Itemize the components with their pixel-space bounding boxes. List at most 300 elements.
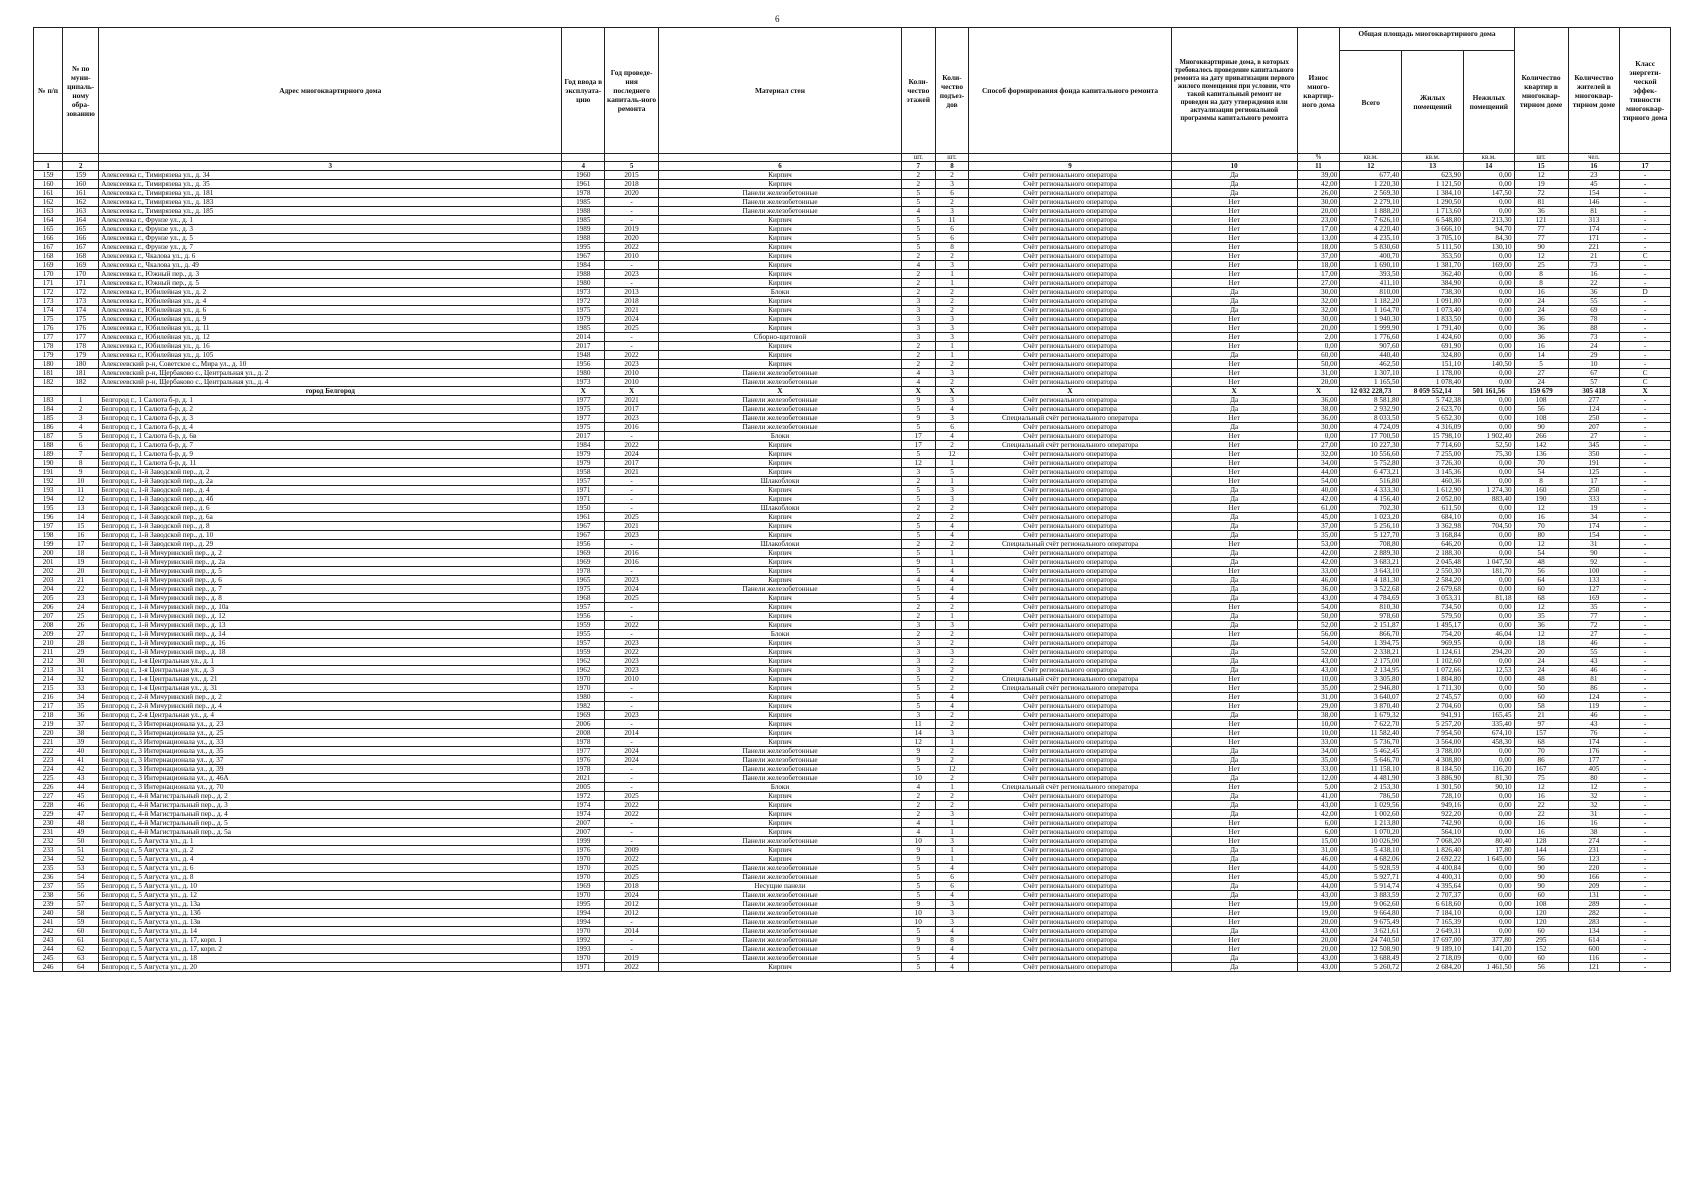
- cell-residents: 73: [1568, 261, 1620, 270]
- cell-area-total: 1 679,32: [1340, 711, 1402, 720]
- table-row: [34, 414, 1671, 423]
- cell-row-no: 245: [34, 954, 63, 963]
- cell-wall-material: Кирпич: [659, 351, 902, 360]
- cell-area-nonliving: 0,00: [1463, 477, 1514, 486]
- cell-municipal-no: 64: [63, 963, 99, 972]
- cell-area-living: 738,30: [1402, 288, 1464, 297]
- cell-area-living: 3 362,98: [1402, 522, 1464, 531]
- cell-year-built: 1980: [562, 279, 605, 288]
- cell-residents: 169: [1568, 594, 1620, 603]
- cell-area-total: 516,80: [1340, 477, 1402, 486]
- cell-year-repair: 2024: [605, 756, 659, 765]
- cell-area-living: 611,50: [1402, 504, 1464, 513]
- cell-entrances: 4: [935, 693, 969, 702]
- cell-row-no: 186: [34, 423, 63, 432]
- cell-energy-class: -: [1620, 702, 1671, 711]
- cell-entrances: 3: [935, 729, 969, 738]
- cell-area-nonliving: 1 047,50: [1463, 558, 1514, 567]
- table-row: [34, 477, 1671, 486]
- cell-residents: 55: [1568, 297, 1620, 306]
- cell-energy-class: -: [1620, 801, 1671, 810]
- cell-row-no: 212: [34, 657, 63, 666]
- cell-address: Белгород г., 1-й Заводской пер., д. 4: [99, 486, 562, 495]
- cell-municipal-no: 172: [63, 288, 99, 297]
- cell-residents: 69: [1568, 306, 1620, 315]
- cell-residents: 209: [1568, 882, 1620, 891]
- cell-entrances: 2: [935, 639, 969, 648]
- cell-year-repair: 2022: [605, 351, 659, 360]
- cell-row-no: 167: [34, 243, 63, 252]
- cell-year-repair: -: [605, 432, 659, 441]
- cell-residents: 100: [1568, 567, 1620, 576]
- cell-apartments: 77: [1514, 225, 1568, 234]
- cell-entrances: 2: [935, 657, 969, 666]
- cell-wall-material: Кирпич: [659, 567, 902, 576]
- cell-wall-material: Панели железобетонные: [659, 873, 902, 882]
- cell-address: Алексеевский р-н, Советское с., Мира ул., д. 10: [99, 360, 562, 369]
- cell-privatization: Нет: [1171, 279, 1297, 288]
- cell-floors: 5: [901, 873, 935, 882]
- cell-fund-method: Специальный счёт регионального оператора: [969, 684, 1171, 693]
- cell-area-living: 2 684,20: [1402, 963, 1464, 972]
- cell-wall-material: Кирпич: [659, 315, 902, 324]
- cell-year-repair: -: [605, 693, 659, 702]
- cell-area-total: 2 338,21: [1340, 648, 1402, 657]
- cell-area-total: 9 664,80: [1340, 909, 1402, 918]
- cell-fund-method: Счёт регионального оператора: [969, 918, 1171, 927]
- cell-municipal-no: 179: [63, 351, 99, 360]
- cell-year-built: 1967: [562, 252, 605, 261]
- cell-energy-class: -: [1620, 567, 1671, 576]
- cell-municipal-no: 57: [63, 900, 99, 909]
- cell-address: Белгород г., 4-й Магистральный пер., д. 5: [99, 819, 562, 828]
- header-year-repair: Год проведе-ния последнего капиталь-ного ремонта: [605, 28, 659, 154]
- cell-residents: 345: [1568, 441, 1620, 450]
- cell-wear: 43,00: [1297, 963, 1340, 972]
- cell-row-no: 230: [34, 819, 63, 828]
- column-number: 4: [562, 162, 605, 171]
- cell-year-repair: 2022: [605, 810, 659, 819]
- cell-wear: 42,00: [1297, 810, 1340, 819]
- cell-energy-class: -: [1620, 432, 1671, 441]
- cell-wall-material: Панели железобетонные: [659, 423, 902, 432]
- cell-year-built: 1979: [562, 315, 605, 324]
- cell-residents: 21: [1568, 252, 1620, 261]
- cell-privatization: Да: [1171, 576, 1297, 585]
- cell-fund-method: Счёт регионального оператора: [969, 360, 1171, 369]
- cell-entrances: 12: [935, 450, 969, 459]
- cell-residents: 333: [1568, 495, 1620, 504]
- cell-year-repair: 2020: [605, 234, 659, 243]
- cell-area-living: 4 400,31: [1402, 873, 1464, 882]
- cell-municipal-no: 46: [63, 801, 99, 810]
- cell-privatization: Нет: [1171, 243, 1297, 252]
- cell-privatization: Нет: [1171, 828, 1297, 837]
- cell-address: Белгород г., 4-й Магистральный пер., д. 2: [99, 792, 562, 801]
- cell-area-living: 3 705,10: [1402, 234, 1464, 243]
- cell-municipal-no: 16: [63, 531, 99, 540]
- cell-residents: 274: [1568, 837, 1620, 846]
- cell-residents: 121: [1568, 963, 1620, 972]
- cell-fund-method: Счёт регионального оператора: [969, 468, 1171, 477]
- cell-entrances: 3: [935, 369, 969, 378]
- cell-area-nonliving: 704,50: [1463, 522, 1514, 531]
- column-number: 8: [935, 162, 969, 171]
- cell-fund-method: Счёт регионального оператора: [969, 756, 1171, 765]
- cell-municipal-no: 18: [63, 549, 99, 558]
- table-row: [34, 378, 1671, 387]
- cell-fund-method: Счёт регионального оператора: [969, 342, 1171, 351]
- cell-apartments: 27: [1514, 369, 1568, 378]
- cell-privatization: Нет: [1171, 945, 1297, 954]
- cell-floors: 3: [901, 315, 935, 324]
- cell-privatization: Нет: [1171, 630, 1297, 639]
- cell-wear: 37,00: [1297, 252, 1340, 261]
- cell-area-nonliving: 94,70: [1463, 225, 1514, 234]
- cell-area-nonliving: 883,40: [1463, 495, 1514, 504]
- cell-address: Алексеевка г., Тимирязева ул., д. 185: [99, 207, 562, 216]
- cell-year-repair: -: [605, 837, 659, 846]
- cell-entrances: 2: [935, 711, 969, 720]
- cell-area-living: 1 091,80: [1402, 297, 1464, 306]
- cell-entrances: 6: [935, 225, 969, 234]
- cell-entrances: 6: [935, 873, 969, 882]
- cell-wall-material: Кирпич: [659, 603, 902, 612]
- cell-privatization: Нет: [1171, 252, 1297, 261]
- cell-entrances: 3: [935, 648, 969, 657]
- cell-wall-material: Кирпич: [659, 450, 902, 459]
- cell-year-repair: 2022: [605, 855, 659, 864]
- cell-address: Белгород г., 1-я Центральная ул., д. 21: [99, 675, 562, 684]
- cell-wall-material: Панели железобетонные: [659, 954, 902, 963]
- cell-area-total: 1 690,10: [1340, 261, 1402, 270]
- cell-row-no: 214: [34, 675, 63, 684]
- cell-floors: 5: [901, 549, 935, 558]
- cell-wall-material: Панели железобетонные: [659, 774, 902, 783]
- cell-municipal-no: 13: [63, 504, 99, 513]
- cell-entrances: 4: [935, 891, 969, 900]
- cell-wear: 42,00: [1297, 180, 1340, 189]
- cell-privatization: Да: [1171, 801, 1297, 810]
- cell-municipal-no: 5: [63, 432, 99, 441]
- cell-area-living: 7 714,60: [1402, 441, 1464, 450]
- cell-residents: 166: [1568, 873, 1620, 882]
- cell-energy-class: -: [1620, 198, 1671, 207]
- cell-privatization: Нет: [1171, 567, 1297, 576]
- cell-area-living: 1 073,40: [1402, 306, 1464, 315]
- cell-year-repair: 2016: [605, 423, 659, 432]
- cell-privatization: Нет: [1171, 468, 1297, 477]
- cell-apartments: 24: [1514, 297, 1568, 306]
- cell-energy-class: -: [1620, 792, 1671, 801]
- cell-residents: 174: [1568, 225, 1620, 234]
- cell-privatization: Нет: [1171, 693, 1297, 702]
- cell-entrances: 4: [935, 963, 969, 972]
- cell-area-nonliving: 0,00: [1463, 756, 1514, 765]
- cell-wall-material: Кирпич: [659, 513, 902, 522]
- cell-year-repair: 2014: [605, 927, 659, 936]
- cell-address: Алексеевка г., Фрунзе ул., д. 3: [99, 225, 562, 234]
- cell-apartments: 48: [1514, 558, 1568, 567]
- cell-municipal-no: 32: [63, 675, 99, 684]
- cell-floors: 5: [901, 567, 935, 576]
- cell-apartments: 36: [1514, 333, 1568, 342]
- cell-privatization: Да: [1171, 774, 1297, 783]
- cell-residents: 46: [1568, 666, 1620, 675]
- cell-area-total: 7 626,10: [1340, 216, 1402, 225]
- cell-year-repair: 2024: [605, 747, 659, 756]
- cell-energy-class: -: [1620, 225, 1671, 234]
- cell-residents: 123: [1568, 855, 1620, 864]
- cell-area-living: 969,95: [1402, 639, 1464, 648]
- cell-address: Белгород г., 1-й Мичуринский пер., д. 16: [99, 639, 562, 648]
- cell-area-total: 2 153,30: [1340, 783, 1402, 792]
- cell-residents: 81: [1568, 207, 1620, 216]
- cell-area-living: 623,90: [1402, 171, 1464, 180]
- cell-floors: 2: [901, 279, 935, 288]
- cell-privatization: Да: [1171, 423, 1297, 432]
- cell-area-living: 2 045,48: [1402, 558, 1464, 567]
- cell-year-built: 1994: [562, 909, 605, 918]
- cell-residents: 17: [1568, 477, 1620, 486]
- cell-year-repair: 2024: [605, 891, 659, 900]
- cell-year-repair: 2025: [605, 864, 659, 873]
- cell-area-living: 6 618,60: [1402, 900, 1464, 909]
- cell-year-built: 1958: [562, 468, 605, 477]
- cell-area-nonliving: 0,00: [1463, 747, 1514, 756]
- cell-energy-class: -: [1620, 963, 1671, 972]
- cell-municipal-no: 10: [63, 477, 99, 486]
- cell-area-living: 922,20: [1402, 810, 1464, 819]
- cell-area-living: 734,50: [1402, 603, 1464, 612]
- cell-fund-method: Счёт регионального оператора: [969, 954, 1171, 963]
- cell-entrances: 1: [935, 855, 969, 864]
- cell-wear: 44,00: [1297, 882, 1340, 891]
- cell-entrances: 2: [935, 774, 969, 783]
- cell-entrances: 6: [935, 882, 969, 891]
- cell-energy-class: -: [1620, 657, 1671, 666]
- cell-municipal-no: 26: [63, 621, 99, 630]
- cell-year-repair: -: [605, 495, 659, 504]
- cell-row-no: 163: [34, 207, 63, 216]
- cell-floors: 5: [901, 243, 935, 252]
- cell-municipal-no: 175: [63, 315, 99, 324]
- cell-area-living: 324,80: [1402, 351, 1464, 360]
- cell-wear: 44,00: [1297, 468, 1340, 477]
- cell-energy-class: -: [1620, 189, 1671, 198]
- cell-energy-class: -: [1620, 495, 1671, 504]
- cell-energy-class: -: [1620, 774, 1671, 783]
- cell-area-total: 4 333,30: [1340, 486, 1402, 495]
- cell-entrances: 1: [935, 270, 969, 279]
- cell-apartments: 8: [1514, 477, 1568, 486]
- cell-wear: 45,00: [1297, 513, 1340, 522]
- cell-municipal-no: 159: [63, 171, 99, 180]
- cell-area-nonliving: 0,00: [1463, 423, 1514, 432]
- cell-apartments: 80: [1514, 531, 1568, 540]
- cell-wear: 0,00: [1297, 432, 1340, 441]
- table-row: [34, 882, 1671, 891]
- cell-municipal-no: 7: [63, 450, 99, 459]
- cell-row-no: 193: [34, 486, 63, 495]
- cell-area-total: 702,30: [1340, 504, 1402, 513]
- cell-area-living: 1 711,30: [1402, 684, 1464, 693]
- unit-area-nonliving: кв.м.: [1463, 154, 1514, 162]
- cell-privatization: Да: [1171, 639, 1297, 648]
- cell-energy-class: -: [1620, 342, 1671, 351]
- cell-apartments: 24: [1514, 378, 1568, 387]
- cell-floors: 10: [901, 837, 935, 846]
- cell-wall-material: Кирпич: [659, 297, 902, 306]
- cell-row-no: 169: [34, 261, 63, 270]
- cell-fund-method: Счёт регионального оператора: [969, 729, 1171, 738]
- cell-fund-method: Счёт регионального оператора: [969, 927, 1171, 936]
- cell-year-repair: -: [605, 774, 659, 783]
- cell-residents: 277: [1568, 396, 1620, 405]
- cell-municipal-no: 38: [63, 729, 99, 738]
- cell-year-built: 1968: [562, 594, 605, 603]
- cell-area-nonliving: 0,00: [1463, 873, 1514, 882]
- cell-area-living: 2 704,60: [1402, 702, 1464, 711]
- cell-area-living: 7 068,20: [1402, 837, 1464, 846]
- cell-year-repair: 2010: [605, 369, 659, 378]
- cell-area-living: 646,20: [1402, 540, 1464, 549]
- column-number: 3: [99, 162, 562, 171]
- cell-row-no: 183: [34, 396, 63, 405]
- cell-wear: 17,00: [1297, 225, 1340, 234]
- cell-floors: 4: [901, 207, 935, 216]
- cell-year-repair: 2018: [605, 180, 659, 189]
- cell-area-nonliving: 0,00: [1463, 288, 1514, 297]
- table-row: [34, 702, 1671, 711]
- cell-year-repair: -: [605, 198, 659, 207]
- cell-year-repair: 2012: [605, 900, 659, 909]
- cell-apartments: 136: [1514, 450, 1568, 459]
- cell-area-nonliving: 84,30: [1463, 234, 1514, 243]
- cell-year-repair: -: [605, 207, 659, 216]
- table-row: [34, 810, 1671, 819]
- cell-area-total: 3 688,49: [1340, 954, 1402, 963]
- table-row: [34, 963, 1671, 972]
- cell-privatization: Нет: [1171, 378, 1297, 387]
- table-row: [34, 846, 1671, 855]
- cell-fund-method: Счёт регионального оператора: [969, 702, 1171, 711]
- cell-address: Белгород г., 1-й Мичуринский пер., д. 14: [99, 630, 562, 639]
- cell-privatization: Нет: [1171, 873, 1297, 882]
- cell-area-total: 9 675,49: [1340, 918, 1402, 927]
- cell-floors: 9: [901, 855, 935, 864]
- cell-fund-method: Счёт регионального оператора: [969, 873, 1171, 882]
- cell-wear: 56,00: [1297, 630, 1340, 639]
- cell-area-nonliving: 0,00: [1463, 576, 1514, 585]
- cell-apartments: 120: [1514, 909, 1568, 918]
- cell-residents: 22: [1568, 279, 1620, 288]
- cell-municipal-no: 17: [63, 540, 99, 549]
- cell-municipal-no: 3: [63, 414, 99, 423]
- cell-area-living: 2 718,09: [1402, 954, 1464, 963]
- cell-floors: 3: [901, 621, 935, 630]
- cell-year-built: 1965: [562, 576, 605, 585]
- cell-wear: 19,00: [1297, 909, 1340, 918]
- cell-privatization: Нет: [1171, 207, 1297, 216]
- cell-fund-method: Специальный счёт регионального оператора: [969, 675, 1171, 684]
- cell-area-nonliving: 141,20: [1463, 945, 1514, 954]
- cell-wear: 43,00: [1297, 891, 1340, 900]
- cell-year-repair: 2023: [605, 711, 659, 720]
- cell-wear: 32,00: [1297, 450, 1340, 459]
- cell-address: Алексеевский р-н, Щербаково с., Центральная ул., д. 4: [99, 378, 562, 387]
- cell-municipal-no: 39: [63, 738, 99, 747]
- cell-entrances: 2: [935, 792, 969, 801]
- cell-privatization: Нет: [1171, 342, 1297, 351]
- cell-municipal-no: 162: [63, 198, 99, 207]
- cell-year-built: 1994: [562, 918, 605, 927]
- cell-wear: 17,00: [1297, 270, 1340, 279]
- cell-energy-class: -: [1620, 729, 1671, 738]
- cell-apartments: 144: [1514, 846, 1568, 855]
- cell-energy-class: -: [1620, 360, 1671, 369]
- cell-municipal-no: 170: [63, 270, 99, 279]
- cell-residents: 24: [1568, 342, 1620, 351]
- cell-entrances: 2: [935, 441, 969, 450]
- table-row: [34, 315, 1671, 324]
- cell-area-total: 5 260,72: [1340, 963, 1402, 972]
- cell-fund-method: Счёт регионального оператора: [969, 477, 1171, 486]
- cell-row-no: 176: [34, 324, 63, 333]
- cell-municipal-no: 51: [63, 846, 99, 855]
- cell-area-total: 1 940,30: [1340, 315, 1402, 324]
- cell-year-repair: 2019: [605, 225, 659, 234]
- cell-privatization: Да: [1171, 747, 1297, 756]
- cell-area-living: 2 707,37: [1402, 891, 1464, 900]
- cell-wall-material: Кирпич: [659, 270, 902, 279]
- cell-year-repair: 2025: [605, 792, 659, 801]
- cell-row-no: 192: [34, 477, 63, 486]
- cell-area-total: 3 621,61: [1340, 927, 1402, 936]
- cell-area-total: 2 151,87: [1340, 621, 1402, 630]
- cell-municipal-no: 34: [63, 693, 99, 702]
- cell-area-nonliving: 0,00: [1463, 252, 1514, 261]
- cell-fund-method: Счёт регионального оператора: [969, 378, 1171, 387]
- header-apartments: Количество квартир в многоквар-тирном доме: [1514, 28, 1568, 154]
- cell-row-no: 172: [34, 288, 63, 297]
- cell-fund-method: Счёт регионального оператора: [969, 279, 1171, 288]
- cell-area-nonliving: 0,00: [1463, 603, 1514, 612]
- cell-residents: 176: [1568, 747, 1620, 756]
- cell-fund-method: Счёт регионального оператора: [969, 225, 1171, 234]
- cell-floors: 5: [901, 405, 935, 414]
- cell-floors: 5: [901, 198, 935, 207]
- cell-wall-material: Панели железобетонные: [659, 864, 902, 873]
- cell-year-repair: 2012: [605, 909, 659, 918]
- cell-address: Белгород г., 1-й Мичуринский пер., д. 18: [99, 648, 562, 657]
- cell-floors: 5: [901, 189, 935, 198]
- cell-energy-class: -: [1620, 954, 1671, 963]
- cell-entrances: 1: [935, 342, 969, 351]
- cell-area-living: 3 666,10: [1402, 225, 1464, 234]
- cell-fund-method: Счёт регионального оператора: [969, 558, 1171, 567]
- cell-area-living: 3 564,00: [1402, 738, 1464, 747]
- cell-wear: 18,00: [1297, 243, 1340, 252]
- cell-wear: 10,00: [1297, 675, 1340, 684]
- cell-apartments: 24: [1514, 657, 1568, 666]
- cell-area-total: 2 889,30: [1340, 549, 1402, 558]
- cell-area-total: 8 033,50: [1340, 414, 1402, 423]
- cell-apartments: 16: [1514, 513, 1568, 522]
- cell-fund-method: Счёт регионального оператора: [969, 639, 1171, 648]
- cell-year-repair: -: [605, 819, 659, 828]
- cell-year-repair: 2022: [605, 441, 659, 450]
